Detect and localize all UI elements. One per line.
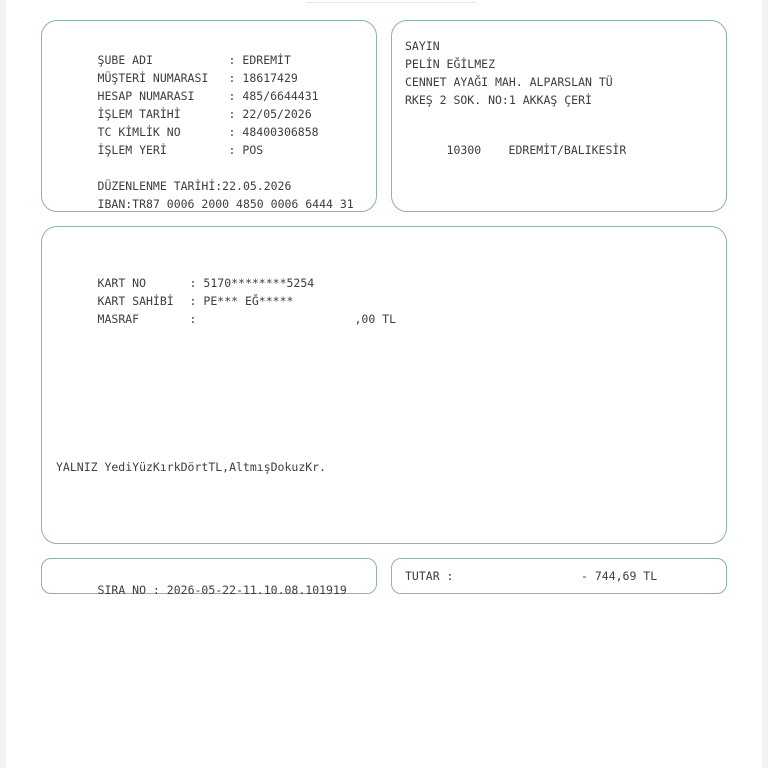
total-label: TUTAR : — [405, 569, 454, 583]
transaction-place-label: İŞLEM YERİ — [97, 143, 167, 157]
top-edge-artifact — [306, 0, 476, 3]
customer-no-label: MÜŞTERİ NUMARASI — [97, 71, 209, 85]
iban-label: IBAN: — [97, 197, 133, 211]
transaction-date-sep: : — [228, 107, 236, 121]
card-holder-label: KART SAHİBİ — [97, 294, 174, 308]
customer-no-sep: : — [228, 71, 236, 85]
branch-label: ŞUBE ADI — [97, 53, 153, 67]
recipient-name: PELİN EĞİLMEZ — [405, 57, 496, 71]
total-value: - 744,69 TL — [581, 569, 658, 583]
branch-sep: : — [228, 53, 236, 67]
fee-value: ,00 TL — [354, 312, 397, 326]
fee-label: MASRAF — [97, 312, 140, 326]
branch-value: EDREMİT — [242, 53, 291, 67]
card-holder-value: PE*** EĞ***** — [203, 294, 294, 308]
issue-date-value: 22.05.2026 — [222, 179, 292, 193]
sequence-label: SIRA NO : — [97, 583, 160, 597]
fee-row — [56, 298, 396, 340]
transaction-date-label: İŞLEM TARİHİ — [97, 107, 181, 121]
account-no-value: 485/6644431 — [242, 89, 319, 103]
card-details-box — [41, 226, 727, 544]
card-no-value: 5170********5254 — [203, 276, 315, 290]
sequence-value: 2026-05-22-11.10.08.101919 — [166, 583, 347, 597]
iban-row — [56, 183, 354, 225]
account-no-sep: : — [228, 89, 236, 103]
total-box — [391, 558, 727, 594]
city: EDREMİT/BALIKESİR — [508, 143, 627, 157]
postal-code: 10300 — [446, 143, 482, 157]
salutation: SAYIN — [405, 39, 440, 53]
amount-in-words: YALNIZ YediYüzKırkDörtTL,AltmışDokuzKr. — [56, 460, 327, 474]
card-holder-sep: : — [189, 294, 197, 308]
tc-label: TC KİMLİK NO — [97, 125, 181, 139]
address-line1: CENNET AYAĞI MAH. ALPARSLAN TÜ — [405, 75, 613, 89]
sequence-row — [56, 569, 347, 611]
account-info-box — [41, 20, 377, 212]
tc-value: 48400306858 — [242, 125, 319, 139]
transaction-date-value: 22/05/2026 — [242, 107, 312, 121]
postal-city-row — [405, 129, 626, 171]
transaction-place-sep: : — [228, 143, 236, 157]
transaction-place-value: POS — [242, 143, 264, 157]
card-no-label: KART NO — [97, 276, 147, 290]
address-line2: RKEŞ 2 SOK. NO:1 AKKAŞ ÇERİ — [405, 93, 592, 107]
tc-sep: : — [228, 125, 236, 139]
customer-no-value: 18617429 — [242, 71, 298, 85]
receipt-sheet — [6, 0, 762, 768]
issue-date-label: DÜZENLENME TARİHİ: — [97, 179, 223, 193]
recipient-box — [391, 20, 727, 212]
fee-sep: : — [189, 312, 197, 326]
card-no-sep: : — [189, 276, 197, 290]
account-no-label: HESAP NUMARASI — [97, 89, 195, 103]
sequence-box — [41, 558, 377, 597]
iban-value: TR87 0006 2000 4850 0006 6444 31 — [132, 197, 354, 211]
